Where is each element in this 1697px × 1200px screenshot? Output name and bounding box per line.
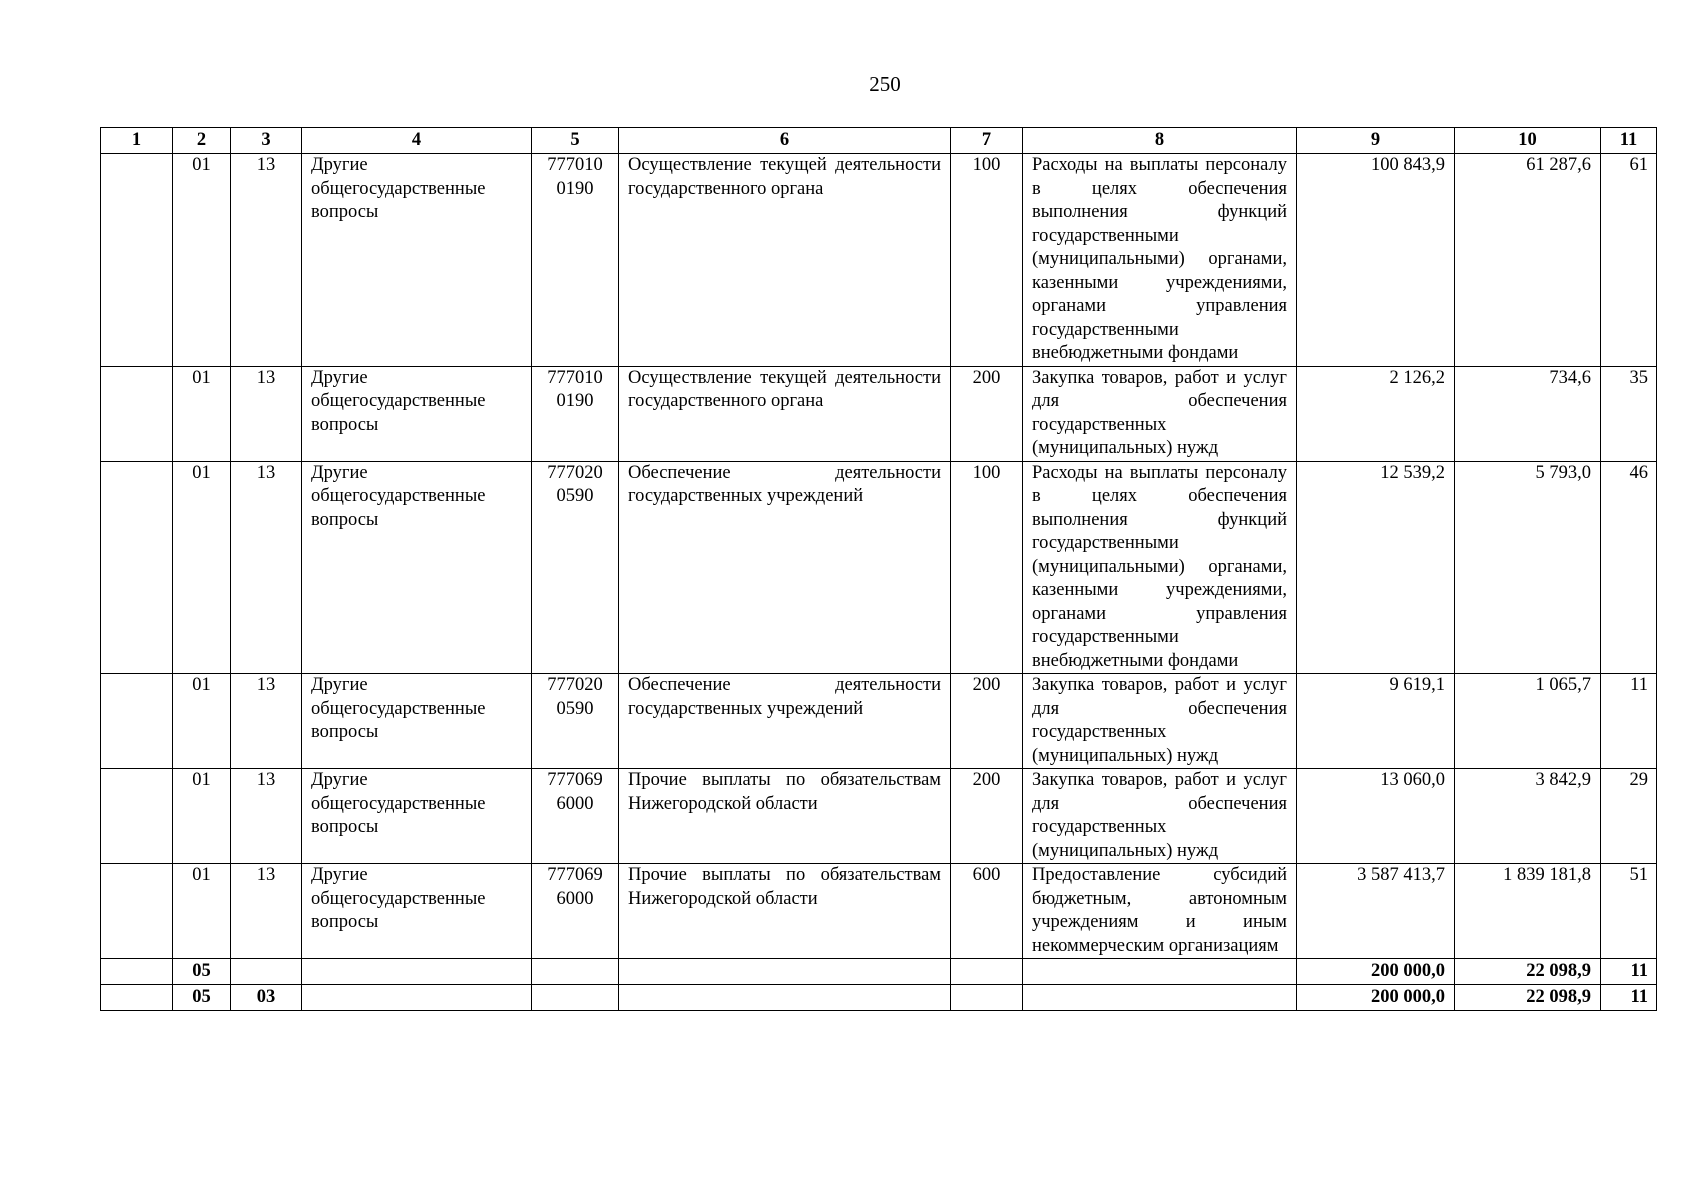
cell-col10: 5 793,0 — [1455, 461, 1601, 674]
code-part: 777020 — [547, 675, 603, 695]
cell-target-name: Обеспечение деятельности государственных учреждений — [619, 461, 951, 674]
column-header: 3 — [231, 128, 302, 154]
cell-col11: 11 — [1601, 959, 1657, 985]
cell-expense-type-name — [1023, 959, 1297, 985]
cell-col10: 734,6 — [1455, 366, 1601, 461]
cell-subsection-name — [302, 959, 532, 985]
cell-expense-type: 100 — [951, 154, 1023, 367]
cell-subsection: 13 — [231, 674, 302, 769]
cell-col10: 1 065,7 — [1455, 674, 1601, 769]
column-header: 4 — [302, 128, 532, 154]
cell-section: 01 — [173, 864, 231, 959]
cell-section: 01 — [173, 769, 231, 864]
table-row — [101, 674, 1657, 769]
cell-expense-type — [951, 985, 1023, 1011]
cell-target-name — [619, 985, 951, 1011]
total-row — [101, 985, 1657, 1011]
cell-subsection-name: Другие общегосударственные вопросы — [302, 769, 532, 864]
column-header: 2 — [173, 128, 231, 154]
table-row — [101, 864, 1657, 959]
cell-expense-type: 600 — [951, 864, 1023, 959]
cell-col9: 200 000,0 — [1297, 985, 1455, 1011]
code-part: 777069 — [547, 865, 603, 885]
cell-subsection-name: Другие общегосударственные вопросы — [302, 864, 532, 959]
column-header: 10 — [1455, 128, 1601, 154]
cell-subsection-name: Другие общегосударственные вопросы — [302, 154, 532, 367]
column-header: 8 — [1023, 128, 1297, 154]
cell-col10: 22 098,9 — [1455, 959, 1601, 985]
cell-expense-type: 200 — [951, 769, 1023, 864]
cell-subsection-name: Другие общегосударственные вопросы — [302, 366, 532, 461]
cell-subsection-name — [302, 985, 532, 1011]
code-part: 0190 — [556, 178, 594, 199]
budget-table — [100, 127, 1657, 1011]
cell-col1 — [101, 154, 173, 367]
cell-col11: 29 — [1601, 769, 1657, 864]
cell-section: 01 — [173, 461, 231, 674]
code-part: 0590 — [556, 698, 594, 719]
cell-col9: 12 539,2 — [1297, 461, 1455, 674]
cell-col1 — [101, 461, 173, 674]
cell-section: 05 — [173, 959, 231, 985]
cell-expense-type: 200 — [951, 674, 1023, 769]
cell-subsection: 03 — [231, 985, 302, 1011]
cell-target-code — [532, 769, 619, 864]
table-row — [101, 769, 1657, 864]
column-header-row — [101, 128, 1657, 154]
total-row — [101, 959, 1657, 985]
table-row — [101, 154, 1657, 367]
cell-expense-type-name: Расходы на выплаты персоналу в целях обеспечения выполнения функций государственными (муниципальными) органами, казенными учреждениями, органами управления государственными внебюджетными фондами — [1023, 154, 1297, 367]
cell-target-name: Прочие выплаты по обязательствам Нижегородской области — [619, 769, 951, 864]
cell-expense-type-name — [1023, 985, 1297, 1011]
cell-target-name — [619, 959, 951, 985]
column-header: 9 — [1297, 128, 1455, 154]
cell-col1 — [101, 366, 173, 461]
cell-col10: 22 098,9 — [1455, 985, 1601, 1011]
cell-col9: 3 587 413,7 — [1297, 864, 1455, 959]
cell-expense-type: 100 — [951, 461, 1023, 674]
code-part: 777069 — [547, 770, 603, 790]
cell-col1 — [101, 674, 173, 769]
cell-subsection: 13 — [231, 154, 302, 367]
cell-col11: 46 — [1601, 461, 1657, 674]
cell-subsection: 13 — [231, 461, 302, 674]
cell-col9: 13 060,0 — [1297, 769, 1455, 864]
cell-target-code — [532, 154, 619, 367]
code-part: 6000 — [556, 888, 594, 909]
cell-col1 — [101, 959, 173, 985]
cell-subsection-name: Другие общегосударственные вопросы — [302, 674, 532, 769]
cell-target-code — [532, 461, 619, 674]
cell-col11: 35 — [1601, 366, 1657, 461]
code-part: 777010 — [547, 155, 603, 175]
cell-expense-type-name: Закупка товаров, работ и услуг для обеспечения государственных (муниципальных) нужд — [1023, 769, 1297, 864]
cell-col1 — [101, 985, 173, 1011]
cell-col11: 11 — [1601, 674, 1657, 769]
cell-expense-type-name: Расходы на выплаты персоналу в целях обеспечения выполнения функций государственными (муниципальными) органами, казенными учреждениями, органами управления государственными внебюджетными фондами — [1023, 461, 1297, 674]
table-row — [101, 366, 1657, 461]
cell-col1 — [101, 769, 173, 864]
cell-subsection: 13 — [231, 366, 302, 461]
cell-subsection: 13 — [231, 769, 302, 864]
cell-section: 01 — [173, 154, 231, 367]
cell-expense-type: 200 — [951, 366, 1023, 461]
cell-col10: 61 287,6 — [1455, 154, 1601, 367]
cell-col10: 1 839 181,8 — [1455, 864, 1601, 959]
cell-section: 01 — [173, 366, 231, 461]
cell-target-code — [532, 959, 619, 985]
cell-target-code — [532, 674, 619, 769]
code-part: 777010 — [547, 367, 603, 388]
cell-col9: 200 000,0 — [1297, 959, 1455, 985]
cell-target-code — [532, 985, 619, 1011]
page-number: 250 — [869, 72, 901, 96]
cell-subsection — [231, 959, 302, 985]
column-header: 1 — [101, 128, 173, 154]
cell-subsection: 13 — [231, 864, 302, 959]
column-header: 7 — [951, 128, 1023, 154]
table-row — [101, 461, 1657, 674]
cell-col9: 2 126,2 — [1297, 366, 1455, 461]
code-part: 6000 — [556, 793, 594, 814]
cell-target-name: Осуществление текущей деятельности государственного органа — [619, 366, 951, 461]
cell-col1 — [101, 864, 173, 959]
cell-expense-type — [951, 959, 1023, 985]
column-header: 6 — [619, 128, 951, 154]
column-header: 5 — [532, 128, 619, 154]
cell-target-name: Осуществление текущей деятельности государственного органа — [619, 154, 951, 367]
cell-subsection-name: Другие общегосударственные вопросы — [302, 461, 532, 674]
column-header: 11 — [1601, 128, 1657, 154]
cell-col9: 100 843,9 — [1297, 154, 1455, 367]
cell-section: 01 — [173, 674, 231, 769]
cell-target-name: Прочие выплаты по обязательствам Нижегородской области — [619, 864, 951, 959]
cell-expense-type-name: Предоставление субсидий бюджетным, автономным учреждениям и иным некоммерческим организациям — [1023, 864, 1297, 959]
cell-section: 05 — [173, 985, 231, 1011]
cell-expense-type-name: Закупка товаров, работ и услуг для обеспечения государственных (муниципальных) нужд — [1023, 674, 1297, 769]
cell-col11: 61 — [1601, 154, 1657, 367]
cell-col9: 9 619,1 — [1297, 674, 1455, 769]
cell-target-name: Обеспечение деятельности государственных учреждений — [619, 674, 951, 769]
cell-expense-type-name: Закупка товаров, работ и услуг для обеспечения государственных (муниципальных) нужд — [1023, 366, 1297, 461]
cell-target-code — [532, 864, 619, 959]
cell-col11: 11 — [1601, 985, 1657, 1011]
code-part: 0190 — [556, 391, 594, 411]
cell-col10: 3 842,9 — [1455, 769, 1601, 864]
code-part: 0590 — [556, 486, 594, 506]
code-part: 777020 — [547, 462, 603, 483]
cell-col11: 51 — [1601, 864, 1657, 959]
cell-target-code — [532, 366, 619, 461]
